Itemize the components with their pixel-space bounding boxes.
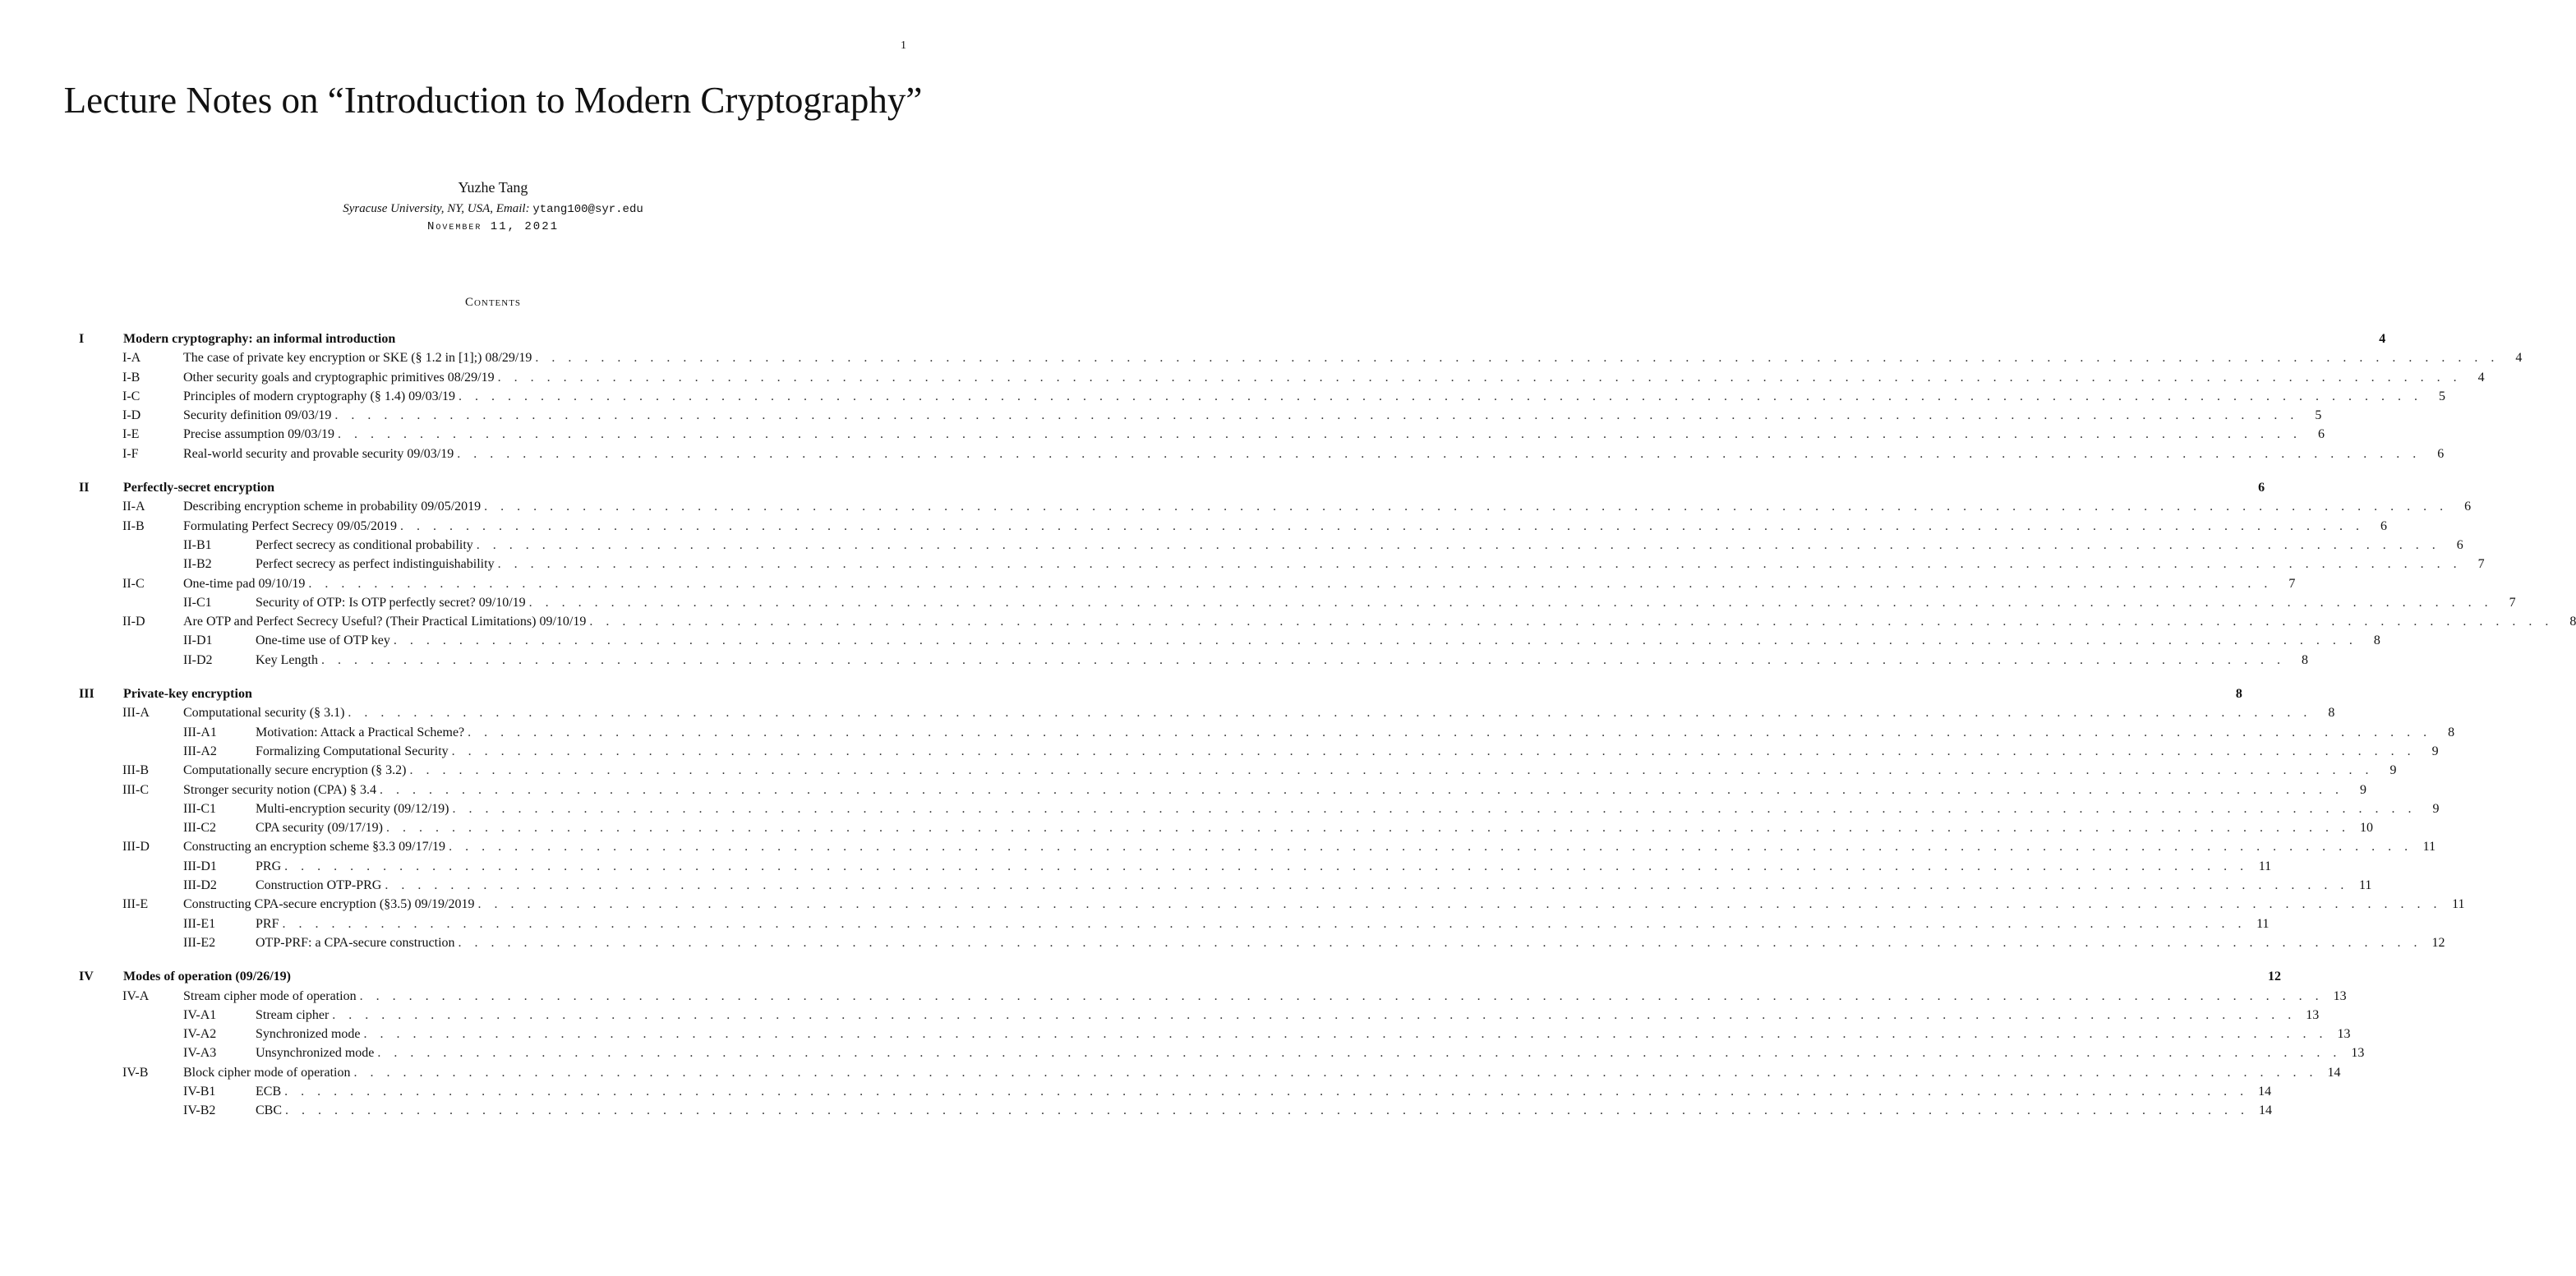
toc-leader-dots: . . . . . . . . . . . . . . . . . . . . . . . . . . . . . . . . . . . . . . . . . . . . . . . . . . . . . . . . . . . . . . . . . . . . . . . . . . . . . . . . . . . . . . . . . . . . . . . . . . . . . . . . . . . . . . . . . . . . . . . . [320,652,2285,667]
toc-number: III-A [122,706,150,721]
toc-number: IV-B2 [183,1103,216,1118]
affiliation: Syracuse University, NY, USA, Email: [343,202,530,215]
toc-number: III-E1 [183,916,216,931]
toc-entry [183,612,2576,631]
toc-leader-dots: . . . . . . . . . . . . . . . . . . . . . . . . . . . . . . . . . . . . . . . . . . . . . . . . . . . . . . . . . . . . . . . . . . . . . . . . . . . . . . . . . . . . . . . . . . . . . . . . . . . . . . . . . . . . . . . . . . . . . . . . [359,988,2324,1003]
toc-page-number: 8 [2448,725,2455,739]
toc-subsection[interactable] [79,895,2465,914]
toc-entry [256,933,2445,952]
toc-subsubsection[interactable] [79,914,2270,933]
document-date: November 11, 2021 [426,220,560,233]
toc-title: Constructing an encryption scheme §3.3 09/17/19 [183,840,446,855]
toc-page-number: 6 [2456,537,2463,552]
toc-leader-dots: . . . . . . . . . . . . . . . . . . . . . . . . . . . . . . . . . . . . . . . . . . . . . . . . . . . . . . . . . . . . . . . . . . . . . . . . . . . . . . . . . . . . . . . . . . . . . . . . . . . . . . . . . . . . . . . . . . . . . . . . [457,446,2422,461]
toc-number: III-A2 [183,744,217,758]
toc-subsubsection[interactable] [79,536,2463,555]
toc-subsubsection[interactable] [79,933,2445,952]
toc-entry [256,723,2455,742]
toc-page-number: 6 [2258,481,2265,495]
toc-leader-dots: . . . . . . . . . . . . . . . . . . . . . . . . . . . . . . . . . . . . . . . . . . . . . . . . . . . . . . . . . . . . . . . . . . . . . . . . . . . . . . . . . . . . . . . . . . . . . . . . . . . . . . . . . . . . . . . . . . . . . . . . [535,351,2500,366]
toc-leader-dots: . . . . . . . . . . . . . . . . . . . . . . . . . . . . . . . . . . . . . . . . . . . . . . . . . . . . . . . . . . . . . . . . . . . . . . . . . . . . . . . . . . . . . . . . . . . . . . . . . . . . . . . . . . . . . . . . . . . . . . . . [393,633,2357,648]
toc-leader-dots: . . . . . . . . . . . . . . . . . . . . . . . . . . . . . . . . . . . . . . . . . . . . . . . . . . . . . . . . . . . . . . . . . . . . . . . . . . . . . . . . . . . . . . . . . . . . . . . . . . . . . . . . . . . . . . . . . . . . . . . . [458,935,2422,950]
toc-title: PRG [256,859,282,873]
toc-leader-dots: . . . . . . . . . . . . . . . . . . . . . . . . . . . . . . . . . . . . . . . . . . . . . . . . . . . . . . . . . . . . . . . . . . . . . . . . . . . . . . . . . . . . . . . . . . . . . . . . . . . . . . . . . . . . . . . . . . . . . . . . [476,537,2440,552]
toc-entry [256,1082,2272,1101]
toc-title: OTP-PRF: a CPA-secure construction [256,935,455,950]
toc-title: Formalizing Computational Security [256,744,449,758]
toc-subsection[interactable] [79,517,2387,536]
toc-leader-dots: . . . . . . . . . . . . . . . . . . . . . . . . . . . . . . . . . . . . . . . . . . . . . . . . . . . . . . . . . . . . . . . . . . . . . . . . . . . . . . . . . . . . . . . . . . . . . . . . . . . . . . . . . . . . . . . . . . . . . . . . [282,916,2247,931]
toc-number: III-C2 [183,821,216,836]
toc-entry [183,703,2335,722]
toc-page-number: 8 [2328,706,2335,721]
toc-subsubsection[interactable] [79,1025,2351,1043]
toc-leader-dots: . . . . . . . . . . . . . . . . . . . . . . . . . . . . . . . . . . . . . . . . . . . . . . . . . . . . . . . . . . . . . . . . . . . . . . . . . . . . . . . . . . . . . . . . . . . . . . . . . . . . . . . . . . . . . . . . . . . . . . . . [399,518,2364,533]
toc-entry [183,425,2325,444]
toc-title: Other security goals and cryptographic primitives 08/29/19 [183,370,495,385]
toc-subsubsection[interactable] [79,818,2373,837]
toc-leader-dots: . . . . . . . . . . . . . . . . . . . . . . . . . . . . . . . . . . . . . . . . . . . . . . . . . . . . . . . . . . . . . . . . . . . . . . . . . . . . . . . . . . . . . . . . . . . . . . . . . . . . . . . . . . . . . . . . . . . . . . . . [449,840,2413,855]
toc-leader-dots: . . . . . . . . . . . . . . . . . . . . . . . . . . . . . . . . . . . . . . . . . . . . . . . . . . . . . . . . . . . . . . . . . . . . . . . . . . . . . . . . . . . . . . . . . . . . . . . . . . . . . . . . . . . . . . . . . . . . . . . . [284,1084,2249,1099]
toc-page-number: 12 [2267,970,2281,984]
page-number: 1 [901,39,906,52]
toc-title: CPA security (09/17/19) [256,821,383,836]
toc-leader-dots: . . . . . . . . . . . . . . . . . . . . . . . . . . . . . . . . . . . . . . . . . . . . . . . . . . . . . . . . . . . . . . . . . . . . . . . . . . . . . . . . . . . . . . . . . . . . . . . . . . . . . . . . . . . . . . . . . . . . . . . . [468,725,2432,739]
toc-subsection[interactable] [79,612,2576,631]
toc-entry [183,497,2472,516]
toc-subsection[interactable] [79,703,2335,722]
toc-page-number: 7 [2509,595,2516,610]
toc-number: IV-B1 [183,1084,216,1099]
toc-title: PRF [256,916,279,931]
toc-entry [256,799,2440,818]
toc-number: II-B1 [183,537,212,552]
toc-page-number: 7 [2288,576,2296,591]
toc-page-number: 11 [2422,840,2436,855]
toc-number: III-C1 [183,801,216,816]
toc-title: Private-key encryption [123,687,252,702]
toc-subsubsection[interactable] [79,555,2485,574]
toc-subsubsection[interactable] [79,723,2455,742]
toc-section[interactable] [79,684,2242,703]
toc-page-number: 9 [2359,782,2366,797]
toc-number: III-A1 [183,725,217,739]
toc-page-number: 7 [2477,557,2485,572]
toc-leader-dots: . . . . . . . . . . . . . . . . . . . . . . . . . . . . . . . . . . . . . . . . . . . . . . . . . . . . . . . . . . . . . . . . . . . . . . . . . . . . . . . . . . . . . . . . . . . . . . . . . . . . . . . . . . . . . . . . . . . . . . . . [379,782,2343,797]
toc-leader-dots: . . . . . . . . . . . . . . . . . . . . . . . . . . . . . . . . . . . . . . . . . . . . . . . . . . . . . . . . . . . . . . . . . . . . . . . . . . . . . . . . . . . . . . . . . . . . . . . . . . . . . . . . . . . . . . . . . . . . . . . . [332,1007,2297,1022]
toc-leader-dots: . . . . . . . . . . . . . . . . . . . . . . . . . . . . . . . . . . . . . . . . . . . . . . . . . . . . . . . . . . . . . . . . . . . . . . . . . . . . . . . . . . . . . . . . . . . . . . . . . . . . . . . . . . . . . . . . . . . . . . . . [497,557,2462,572]
toc-entry [123,684,2242,703]
toc-subsection[interactable] [79,761,2397,780]
toc-page-number: 8 [2569,615,2576,629]
toc-leader-dots: . . . . . . . . . . . . . . . . . . . . . . . . . . . . . . . . . . . . . . . . . . . . . . . . . . . . . . . . . . . . . . . . . . . . . . . . . . . . . . . . . . . . . . . . . . . . . . . . . . . . . . . . . . . . . . . . . . . . . . . . [334,408,2299,423]
toc-entry [256,1006,2320,1025]
toc-number: I [79,332,85,346]
toc-leader-dots: . . . . . . . . . . . . . . . . . . . . . . . . . . . . . . . . . . . . . . . . . . . . . . . . . . . . . . . . . . . . . . . . . . . . . . . . . . . . . . . . . . . . . . . . . . . . . . . . . . . . . . . . . . . . . . . . . . . . . . . . [285,1103,2250,1118]
toc-subsection[interactable] [79,348,2523,367]
toc-number: II-C [122,576,145,591]
toc-page-number: 13 [2333,988,2347,1003]
toc-leader-dots: . . . . . . . . . . . . . . . . . . . . . . . . . . . . . . . . . . . . . . . . . . . . . . . . . . . . . . . . . . . . . . . . . . . . . . . . . . . . . . . . . . . . . . . . . . . . . . . . . . . . . . . . . . . . . . . . . . . . . . . . [452,801,2417,816]
toc-leader-dots: . . . . . . . . . . . . . . . . . . . . . . . . . . . . . . . . . . . . . . . . . . . . . . . . . . . . . . . . . . . . . . . . . . . . . . . . . . . . . . . . . . . . . . . . . . . . . . . . . . . . . . . . . . . . . . . . . . . . . . . . [385,821,2350,836]
toc-title: Principles of modern cryptography (§ 1.4) 09/03/19 [183,389,456,403]
toc-subsection[interactable] [79,781,2366,799]
toc-leader-dots: . . . . . . . . . . . . . . . . . . . . . . . . . . . . . . . . . . . . . . . . . . . . . . . . . . . . . . . . . . . . . . . . . . . . . . . . . . . . . . . . . . . . . . . . . . . . . . . . . . . . . . . . . . . . . . . . . . . . . . . . [409,763,2374,778]
toc-title: Are OTP and Perfect Secrecy Useful? (Their Practical Limitations) 09/10/19 [183,615,587,629]
toc-entry [183,574,2296,593]
toc-page-number: 8 [2373,633,2380,648]
toc-number: II-B [122,518,145,533]
toc-number: I-F [122,446,139,461]
toc-entry [183,445,2445,463]
toc-page-number: 11 [2258,859,2272,873]
toc-entry [183,1063,2341,1082]
affiliation-line [0,202,986,216]
toc-subsubsection[interactable] [79,631,2380,650]
toc-entry [183,368,2485,387]
toc-subsubsection[interactable] [79,593,2516,612]
toc-entry [256,631,2380,650]
toc-number: IV-B [122,1065,149,1080]
toc-page-number: 6 [2317,427,2325,442]
toc-page-number: 4 [2477,370,2485,385]
toc-number: III-D1 [183,859,217,873]
toc-number: III-D [122,840,150,855]
toc-number: II-A [122,500,145,514]
toc-page-number: 10 [2359,821,2373,836]
toc-title: Synchronized mode [256,1027,361,1042]
contents-heading: Contents [464,296,522,309]
toc-entry [183,987,2347,1006]
toc-number: IV-A1 [183,1007,217,1022]
toc-section[interactable] [79,329,2386,348]
toc-number: III-C [122,782,149,797]
toc-number: IV-A3 [183,1046,217,1061]
toc-page-number: 14 [2258,1084,2272,1099]
toc-page-number: 5 [2439,389,2446,403]
toc-number: II-C1 [183,595,212,610]
toc-entry [256,857,2272,876]
toc-entry [256,1101,2273,1120]
toc-title: Construction OTP-PRG [256,878,382,893]
toc-title: Unsynchronized mode [256,1046,375,1061]
toc-page-number: 12 [2431,935,2445,950]
toc-entry [183,387,2446,406]
toc-entry [256,1025,2351,1043]
toc-subsection[interactable] [79,387,2446,406]
toc-page-number: 4 [2515,351,2523,366]
toc-number: II-D1 [183,633,213,648]
toc-number: III-E [122,897,149,912]
toc-section[interactable] [79,478,2265,497]
toc-subsection[interactable] [79,425,2325,444]
toc-number: I-A [122,351,141,366]
toc-page-number: 11 [2256,916,2270,931]
toc-number: III [79,687,94,702]
toc-leader-dots: . . . . . . . . . . . . . . . . . . . . . . . . . . . . . . . . . . . . . . . . . . . . . . . . . . . . . . . . . . . . . . . . . . . . . . . . . . . . . . . . . . . . . . . . . . . . . . . . . . . . . . . . . . . . . . . . . . . . . . . . [484,500,2449,514]
toc-leader-dots: . . . . . . . . . . . . . . . . . . . . . . . . . . . . . . . . . . . . . . . . . . . . . . . . . . . . . . . . . . . . . . . . . . . . . . . . . . . . . . . . . . . . . . . . . . . . . . . . . . . . . . . . . . . . . . . . . . . . . . . . [589,615,2554,629]
toc-leader-dots: . . . . . . . . . . . . . . . . . . . . . . . . . . . . . . . . . . . . . . . . . . . . . . . . . . . . . . . . . . . . . . . . . . . . . . . . . . . . . . . . . . . . . . . . . . . . . . . . . . . . . . . . . . . . . . . . . . . . . . . . [348,706,2312,721]
toc-title: Perfect secrecy as perfect indistinguishability [256,557,495,572]
author-name: Yuzhe Tang [458,179,528,196]
toc-number: II-D [122,615,145,629]
toc-page-number: 13 [2337,1027,2351,1042]
toc-number: III-B [122,763,149,778]
toc-page-number: 13 [2351,1046,2365,1061]
toc-number: II [79,481,90,495]
toc-title: Computationally secure encryption (§ 3.2) [183,763,407,778]
toc-entry [256,651,2308,670]
toc-subsection[interactable] [79,987,2347,1006]
toc-title: Stream cipher [256,1007,329,1022]
toc-entry [183,895,2465,914]
toc-entry [123,478,2265,497]
toc-subsection[interactable] [79,445,2445,463]
toc-title: Key Length [256,652,318,667]
toc-page-number: 9 [2432,801,2440,816]
toc-page-number: 4 [2379,332,2386,346]
toc-title: Describing encryption scheme in probability 09/05/2019 [183,500,482,514]
toc-title: Stream cipher mode of operation [183,988,357,1003]
toc-entry [123,329,2386,348]
toc-number: II-B2 [183,557,212,572]
toc-title: Block cipher mode of operation [183,1065,351,1080]
toc-section[interactable] [79,967,2281,986]
toc-number: II-D2 [183,652,213,667]
toc-title: Constructing CPA-secure encryption (§3.5) 09/19/2019 [183,897,475,912]
toc-subsection[interactable] [79,368,2485,387]
toc-title: CBC [256,1103,283,1118]
toc-title: Motivation: Attack a Practical Scheme? [256,725,465,739]
toc-subsubsection[interactable] [79,1082,2272,1101]
toc-leader-dots: . . . . . . . . . . . . . . . . . . . . . . . . . . . . . . . . . . . . . . . . . . . . . . . . . . . . . . . . . . . . . . . . . . . . . . . . . . . . . . . . . . . . . . . . . . . . . . . . . . . . . . . . . . . . . . . . . . . . . . . . [528,595,2493,610]
toc-title: The case of private key encryption or SKE (§ 1.2 in [1];) 08/29/19 [183,351,532,366]
toc-number: IV-A2 [183,1027,217,1042]
toc-page-number: 8 [2235,687,2242,702]
toc-leader-dots: . . . . . . . . . . . . . . . . . . . . . . . . . . . . . . . . . . . . . . . . . . . . . . . . . . . . . . . . . . . . . . . . . . . . . . . . . . . . . . . . . . . . . . . . . . . . . . . . . . . . . . . . . . . . . . . . . . . . . . . . [497,370,2462,385]
toc-page-number: 6 [2437,446,2445,461]
toc-page-number: 9 [2431,744,2439,758]
toc-page-number: 11 [2452,897,2465,912]
toc-title: Stronger security notion (CPA) § 3.4 [183,782,376,797]
toc-number: I-E [122,427,140,442]
toc-leader-dots: . . . . . . . . . . . . . . . . . . . . . . . . . . . . . . . . . . . . . . . . . . . . . . . . . . . . . . . . . . . . . . . . . . . . . . . . . . . . . . . . . . . . . . . . . . . . . . . . . . . . . . . . . . . . . . . . . . . . . . . . [337,427,2302,442]
toc-leader-dots: . . . . . . . . . . . . . . . . . . . . . . . . . . . . . . . . . . . . . . . . . . . . . . . . . . . . . . . . . . . . . . . . . . . . . . . . . . . . . . . . . . . . . . . . . . . . . . . . . . . . . . . . . . . . . . . . . . . . . . . . [451,744,2416,758]
toc-page-number: 14 [2259,1103,2273,1118]
toc-title: Perfect secrecy as conditional probability [256,537,473,552]
toc-subsection[interactable] [79,574,2296,593]
toc-leader-dots: . . . . . . . . . . . . . . . . . . . . . . . . . . . . . . . . . . . . . . . . . . . . . . . . . . . . . . . . . . . . . . . . . . . . . . . . . . . . . . . . . . . . . . . . . . . . . . . . . . . . . . . . . . . . . . . . . . . . . . . . [477,897,2442,912]
toc-number: III-E2 [183,935,216,950]
toc-entry [256,914,2270,933]
toc-title: Perfectly-secret encryption [123,481,275,495]
toc-title: ECB [256,1084,282,1099]
toc-page-number: 6 [2464,500,2472,514]
toc-page-number: 14 [2327,1065,2341,1080]
toc-page-number: 11 [2358,878,2372,893]
toc-leader-dots: . . . . . . . . . . . . . . . . . . . . . . . . . . . . . . . . . . . . . . . . . . . . . . . . . . . . . . . . . . . . . . . . . . . . . . . . . . . . . . . . . . . . . . . . . . . . . . . . . . . . . . . . . . . . . . . . . . . . . . . . [353,1065,2318,1080]
toc-subsubsection[interactable] [79,876,2372,895]
toc-leader-dots: . . . . . . . . . . . . . . . . . . . . . . . . . . . . . . . . . . . . . . . . . . . . . . . . . . . . . . . . . . . . . . . . . . . . . . . . . . . . . . . . . . . . . . . . . . . . . . . . . . . . . . . . . . . . . . . . . . . . . . . . [385,878,2349,893]
toc-number: III-D2 [183,878,217,893]
toc-title: Security definition 09/03/19 [183,408,332,423]
toc-page-number: 9 [2389,763,2397,778]
toc-title: Formulating Perfect Secrecy 09/05/2019 [183,518,397,533]
toc-number: I-B [122,370,141,385]
toc-leader-dots: . . . . . . . . . . . . . . . . . . . . . . . . . . . . . . . . . . . . . . . . . . . . . . . . . . . . . . . . . . . . . . . . . . . . . . . . . . . . . . . . . . . . . . . . . . . . . . . . . . . . . . . . . . . . . . . . . . . . . . . . [284,859,2249,873]
toc-title: Precise assumption 09/03/19 [183,427,334,442]
toc-entry [183,348,2523,367]
toc-page-number: 13 [2306,1007,2320,1022]
toc-leader-dots: . . . . . . . . . . . . . . . . . . . . . . . . . . . . . . . . . . . . . . . . . . . . . . . . . . . . . . . . . . . . . . . . . . . . . . . . . . . . . . . . . . . . . . . . . . . . . . . . . . . . . . . . . . . . . . . . . . . . . . . . [459,389,2423,403]
toc-leader-dots: . . . . . . . . . . . . . . . . . . . . . . . . . . . . . . . . . . . . . . . . . . . . . . . . . . . . . . . . . . . . . . . . . . . . . . . . . . . . . . . . . . . . . . . . . . . . . . . . . . . . . . . . . . . . . . . . . . . . . . . . [377,1046,2342,1061]
toc-entry [256,536,2463,555]
toc-subsection[interactable] [79,837,2436,856]
toc-entry [183,406,2322,425]
toc-entry [123,967,2281,986]
toc-subsubsection[interactable] [79,1006,2320,1025]
toc-title: Real-world security and provable security 09/03/19 [183,446,454,461]
toc-page-number: 6 [2380,518,2387,533]
toc-subsubsection[interactable] [79,1101,2273,1120]
toc-subsubsection[interactable] [79,857,2272,876]
toc-leader-dots: . . . . . . . . . . . . . . . . . . . . . . . . . . . . . . . . . . . . . . . . . . . . . . . . . . . . . . . . . . . . . . . . . . . . . . . . . . . . . . . . . . . . . . . . . . . . . . . . . . . . . . . . . . . . . . . . . . . . . . . . [308,576,2273,591]
toc-title: Modern cryptography: an informal introduction [123,332,396,346]
toc-title: Multi-encryption security (09/12/19) [256,801,449,816]
toc-page-number: 8 [2301,652,2308,667]
toc-entry [256,818,2373,837]
table-of-contents [79,329,2576,1121]
toc-title: One-time use of OTP key [256,633,390,648]
toc-entry [183,837,2436,856]
toc-entry [256,876,2372,895]
toc-subsubsection[interactable] [79,651,2308,670]
toc-leader-dots: . . . . . . . . . . . . . . . . . . . . . . . . . . . . . . . . . . . . . . . . . . . . . . . . . . . . . . . . . . . . . . . . . . . . . . . . . . . . . . . . . . . . . . . . . . . . . . . . . . . . . . . . . . . . . . . . . . . . . . . . [363,1027,2328,1042]
toc-number: IV [79,970,94,984]
document-title: Lecture Notes on “Introduction to Modern Cryptography” [63,80,923,121]
toc-subsection[interactable] [79,497,2472,516]
email-link[interactable]: ytang100@syr.edu [532,203,643,216]
toc-subsection[interactable] [79,406,2322,425]
toc-entry [256,555,2485,574]
toc-number: IV-A [122,988,150,1003]
toc-number: I-C [122,389,141,403]
toc-title: Computational security (§ 3.1) [183,706,345,721]
toc-title: Modes of operation (09/26/19) [123,970,291,984]
toc-title: One-time pad 09/10/19 [183,576,306,591]
toc-subsubsection[interactable] [79,799,2440,818]
toc-entry [256,742,2439,761]
toc-page-number: 5 [2315,408,2322,423]
toc-entry [183,517,2387,536]
toc-entry [183,761,2397,780]
toc-title: Security of OTP: Is OTP perfectly secret? 09/10/19 [256,595,526,610]
toc-number: I-D [122,408,141,423]
toc-subsection[interactable] [79,1063,2341,1082]
toc-subsubsection[interactable] [79,742,2439,761]
toc-entry [256,593,2516,612]
toc-subsubsection[interactable] [79,1043,2365,1062]
toc-entry [256,1043,2365,1062]
toc-entry [183,781,2366,799]
